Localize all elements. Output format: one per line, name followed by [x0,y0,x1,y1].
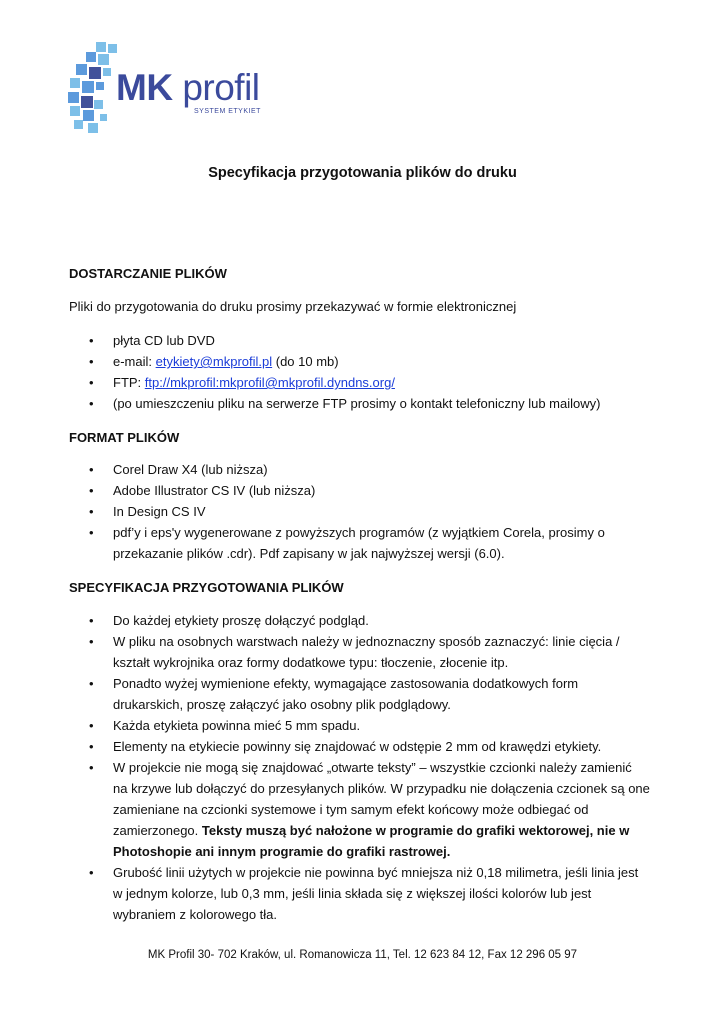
list-item: • W projekcie nie mogą się znajdować „otwarte teksty” – wszystkie czcionki należy zamienić na krzywe lub dołączyć do przesyłanych plików. W przypadku nie dołączenia czcionek są one zamieniane na czcionki systemowe i tym samym efekt końcowy może odbiegać od zamierzonego. Teksty muszą być nałożone w programie do grafiki wektorowej, nie w Photoshopie ani innym programie do grafiki rastrowej. [89,760,650,859]
list-item: • W pliku na osobnych warstwach należy w jednoznaczny sposób zaznaczyć: linie cięcia / kształt wykrojnika oraz formy dodatkowe typu: tłoczenie, złocenie itp. [89,634,620,670]
logo-mosaic-square [70,106,80,116]
delivery-ftp-prefix: FTP: [113,375,145,390]
list-item: • e-mail: etykiety@mkprofil.pl (do 10 mb) [89,354,339,369]
logo-mosaic-square [81,96,93,108]
delivery-ftp-note: (po umieszczeniu pliku na serwerze FTP prosimy o kontakt telefoniczny lub mailowy) [113,396,601,411]
spec-item-lines-line2: w jednym kolorze, lub 0,3 mm, jeśli linia składa się z większej ilości kolorów lub jest [113,886,592,901]
spec-item-fonts-line1: W projekcie nie mogą się znajdować „otwarte teksty” – wszystkie czcionki należy zamienić [113,760,632,775]
logo-mosaic-square [98,54,109,65]
spec-item-preview: Do każdej etykiety proszę dołączyć podgląd. [113,613,369,628]
logo-mosaic-square [82,81,94,93]
delivery-intro: Pliki do przygotowania do druku prosimy przekazywać w formie elektronicznej [69,299,517,314]
list-item: • Ponadto wyżej wymienione efekty, wymagające zastosowania dodatkowych form drukarskich, proszę załączyć jako osobny plik podglądowy. [89,676,579,712]
format-item-pdf-line1: pdf’y i eps'y wygenerowane z powyższych programów (z wyjątkiem Corela, prosimy o [113,525,605,540]
list-item: • (po umieszczeniu pliku na serwerze FTP prosimy o kontakt telefoniczny lub mailowy) [89,396,601,411]
logo-mosaic-square [103,68,111,76]
logo-mosaic-square [96,42,106,52]
logo-brand-mk: MK [116,67,173,108]
spec-item-lines-line1: Grubość linii użytych w projekcie nie powinna być mniejsza niż 0,18 milimetra, jeśli linia jest [113,865,639,880]
format-list [69,459,669,564]
format-item-illustrator: Adobe Illustrator CS IV (lub niższa) [113,483,316,498]
spec-item-lines-line3: wybraniem z kolorowego tła. [113,907,278,922]
list-item: • In Design CS IV [89,504,206,519]
list-item: • FTP: ftp://mkprofil:mkprofil@mkprofil.dyndns.org/ [89,375,395,390]
logo-mosaic-square [74,120,83,129]
logo-brand-profil: profil [182,67,260,108]
list-item: • Adobe Illustrator CS IV (lub niższa) [89,483,316,498]
spec-item-layers-line1: W pliku na osobnych warstwach należy w jednoznaczny sposób zaznaczyć: linie cięcia / [113,634,620,649]
spec-item-fonts-line2: na krzywe lub dołączyć do przesyłanych plików. W przypadku nie dołączenia czcionek są one [113,781,650,796]
heading-spec: SPECYFIKACJA PRZYGOTOWANIA PLIKÓW [69,580,344,595]
logo-mosaic-square [94,100,103,109]
heading-format: FORMAT PLIKÓW [69,430,180,445]
list-item: • pdf’y i eps'y wygenerowane z powyższych programów (z wyjątkiem Corela, prosimy o przekazanie plików .cdr). Pdf zapisany w jak najwyższej wersji (6.0). [89,525,605,561]
heading-delivery: DOSTARCZANIE PLIKÓW [69,266,227,281]
list-item: • Elementy na etykiecie powinny się znajdować w odstępie 2 mm od krawędzi etykiety. [89,739,602,754]
logo-mosaic-square [76,64,87,75]
logo-wordmark [116,68,260,108]
list-item: • Grubość linii użytych w projekcie nie powinna być mniejsza niż 0,18 milimetra, jeśli linia jest w jednym kolorze, lub 0,3 mm, jeśli linia składa się z większej ilości kolorów lub jest wybraniem z kolorowego tła. [89,865,639,922]
company-logo [66,40,306,140]
list-item: • Każda etykieta powinna mieć 5 mm spadu. [89,718,361,733]
logo-mosaic-square [88,123,98,133]
logo-mosaic-square [70,78,80,88]
format-item-indesign: In Design CS IV [113,504,206,519]
spec-item-fonts-bold2: Photoshopie ani innym programie do grafiki rastrowej. [113,844,451,859]
logo-mosaic-square [100,114,107,121]
list-item: • płyta CD lub DVD [89,333,215,348]
spec-item-layers-line2: kształt wykrojnika oraz formy dodatkowe typu: tłoczenie, złocenie itp. [113,655,509,670]
spec-item-fonts-line3: zamieniane na czcionki systemowe i tym samym efekt końcowy może odbiegać od [113,802,589,817]
list-item: • Corel Draw X4 (lub niższa) [89,462,268,477]
spec-item-bleed: Każda etykieta powinna mieć 5 mm spadu. [113,718,361,733]
logo-mosaic-square [83,110,94,121]
page-title: Specyfikacja przygotowania plików do druku [208,165,517,181]
spec-item-effects-line1: Ponadto wyżej wymienione efekty, wymagające zastosowania dodatkowych form [113,676,579,691]
format-item-corel: Corel Draw X4 (lub niższa) [113,462,268,477]
delivery-email-suffix: (do 10 mb) [272,354,339,369]
spec-item-fonts-line4: zamierzonego. [113,823,202,838]
ftp-link[interactable]: ftp://mkprofil:mkprofil@mkprofil.dyndns.org/ [144,375,395,390]
logo-subtitle: SYSTEM ETYKIET [194,108,261,115]
spec-list [69,610,669,925]
spec-item-fonts-bold1: Teksty muszą być nałożone w programie do grafiki wektorowej, nie w [201,823,630,838]
logo-mosaic-square [86,52,96,62]
delivery-list [69,330,669,414]
logo-mosaic-square [89,67,101,79]
format-item-pdf-line2: przekazanie plików .cdr). Pdf zapisany w jak najwyższej wersji (6.0). [113,546,505,561]
email-link[interactable]: etykiety@mkprofil.pl [155,354,273,369]
delivery-item-cd: płyta CD lub DVD [113,333,215,348]
logo-mosaic-square [96,82,104,90]
delivery-email-prefix: e-mail: [113,354,156,369]
spec-item-effects-line2: drukarskich, proszę załączyć jako osobny plik podglądowy. [113,697,451,712]
logo-mosaic-square [108,44,117,53]
logo-mosaic-square [68,92,79,103]
list-item: • Do każdej etykiety proszę dołączyć podgląd. [89,613,369,628]
spec-item-margin: Elementy na etykiecie powinny się znajdować w odstępie 2 mm od krawędzi etykiety. [113,739,602,754]
footer-contact: MK Profil 30- 702 Kraków, ul. Romanowicza 11, Tel. 12 623 84 12, Fax 12 296 05 97 [147,949,578,961]
